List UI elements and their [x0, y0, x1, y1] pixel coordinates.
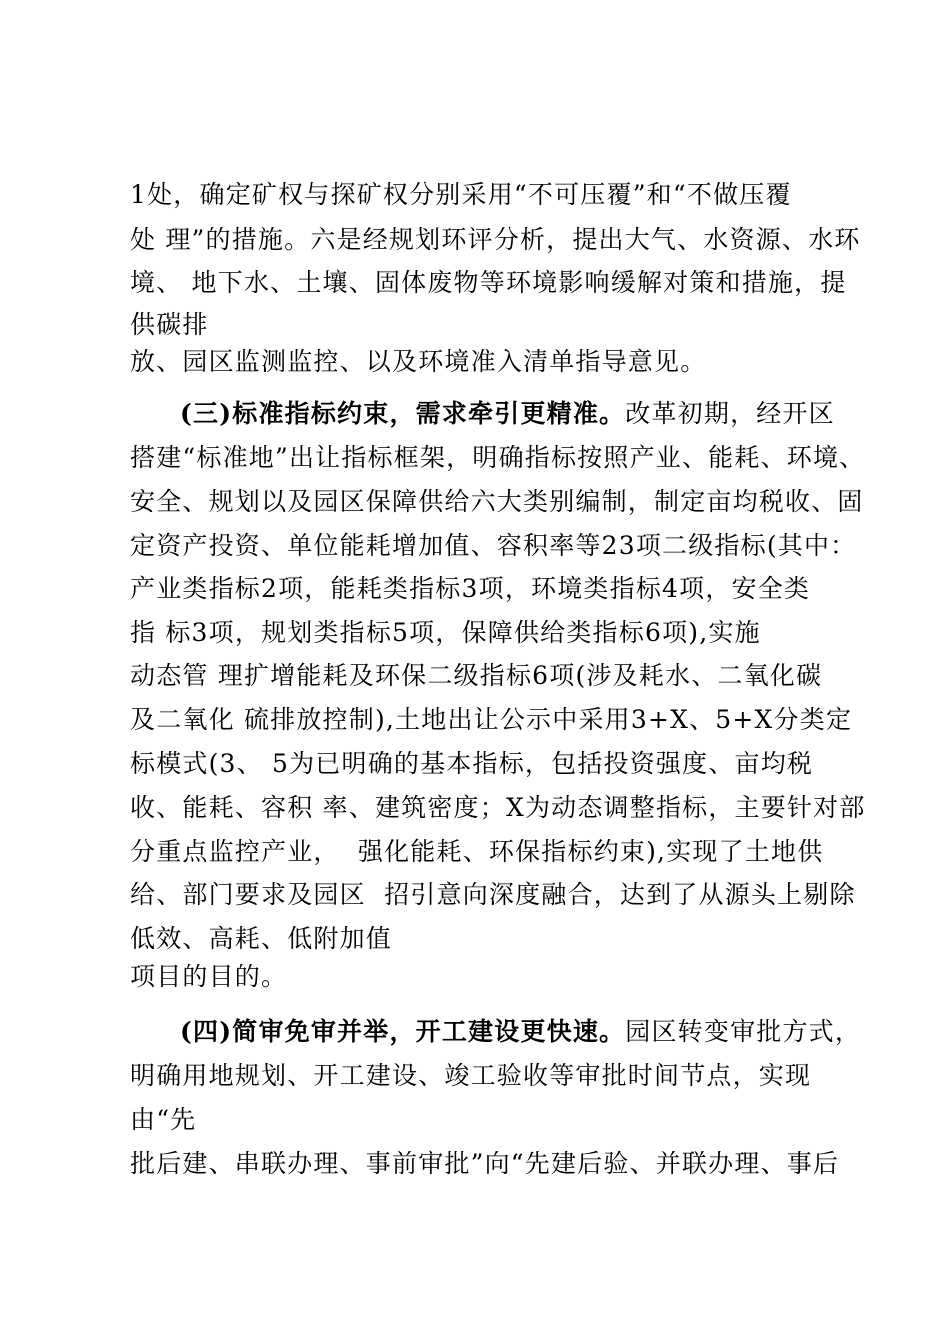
- paragraph-line: 及二氧化 硫排放控制),土地出让公示中采用3+X、5+X分类定: [130, 705, 853, 734]
- paragraph-line: 定资产投资、单位能耗增加值、容积率等23项二级指标(其中：: [130, 531, 857, 560]
- paragraph-line: 搭建“标准地”出让指标框架，明确指标按照产业、能耗、环境、: [130, 443, 866, 472]
- paragraph-line: 项目的目的。: [130, 962, 288, 991]
- paragraph-line: 动态管 理扩增能耗及环保二级指标6项(涉及耗水、二氧化碳: [130, 661, 823, 690]
- paragraph-line: 标模式(3、 5为已明确的基本指标，包括投资强度、亩均税: [130, 749, 814, 778]
- paragraph-line: 明确用地规划、开工建设、竣工验收等审批时间节点，实现: [130, 1061, 812, 1090]
- paragraph-line: 1处，确定矿权与探矿权分别采用“不可压覆”和“不做压覆: [130, 180, 792, 209]
- paragraph-line: 收、能耗、容积 率、建筑密度；X为动态调整指标，主要针对部: [130, 793, 866, 822]
- section-three-first-line: [180, 399, 835, 429]
- section-four-first-line-text: 园区转变审批方式，: [625, 1017, 862, 1046]
- paragraph-line: 产业类指标2项，能耗类指标3项，环境类指标4项，安全类: [130, 574, 811, 603]
- paragraph-line: 批后建、串联办理、事前审批”向“先建后验、并联办理、事后: [130, 1149, 840, 1178]
- paragraph-line: 指 标3项，规划类指标5项，保障供给类指标6项),实施: [130, 618, 761, 647]
- paragraph-line: 给、部门要求及园区 招引意向深度融合，达到了从源头上剔除: [130, 880, 856, 909]
- section-four-heading: (四)简审免审并举，开工建设更快速。: [180, 1017, 626, 1046]
- paragraph-line: 安全、规划以及园区保障供给六大类别编制，制定亩均税收、固: [130, 487, 864, 516]
- paragraph-line: 分重点监控产业， 强化能耗、环保指标约束),实现了土地供: [130, 837, 824, 866]
- paragraph-line: 低效、高耗、低附加值: [130, 924, 393, 953]
- paragraph-line: 放、园区监测监控、以及环境准入清单指导意见。: [130, 347, 707, 376]
- section-four-first-line: [180, 1017, 861, 1047]
- paragraph-line: 供碳排: [130, 310, 209, 339]
- paragraph-line: 由“先: [130, 1105, 197, 1134]
- paragraph-line: 境、 地下水、土壤、固体废物等环境影响缓解对策和措施，提: [130, 268, 847, 297]
- section-three-heading: (三)标准指标约束，需求牵引更精准。: [180, 399, 626, 428]
- paragraph-line: 处 理”的措施。六是经规划环评分析，提出大气、水资源、水环: [130, 225, 861, 254]
- section-three-first-line-text: 改革初期，经开区: [625, 399, 835, 428]
